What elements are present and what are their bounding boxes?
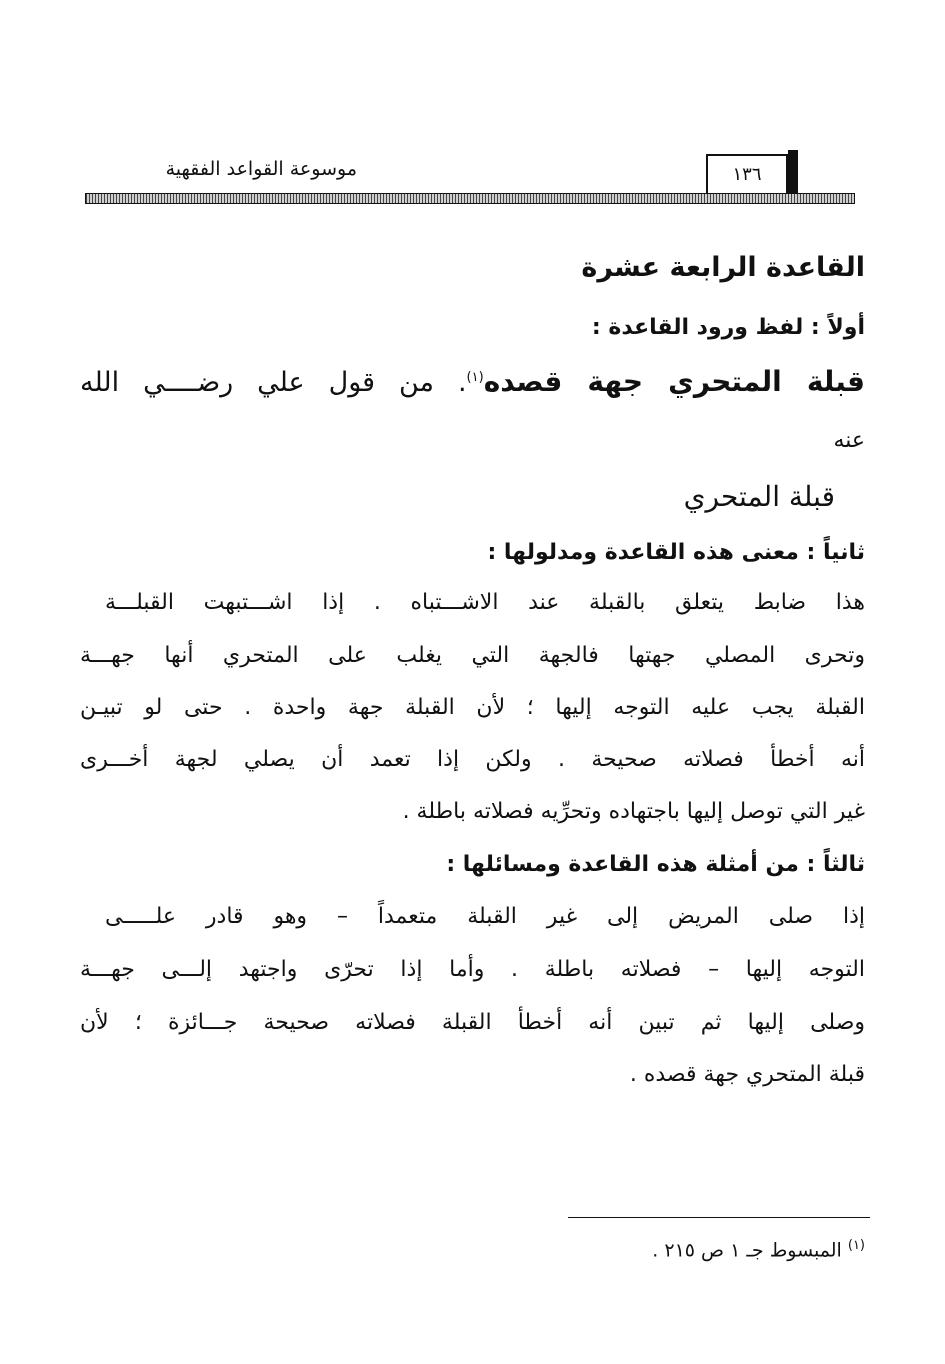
- footnote-ref-marker: (١): [466, 370, 484, 385]
- header-rule: [85, 193, 855, 204]
- section-1-label: أولاً : لفظ ورود القاعدة :: [591, 315, 865, 340]
- section-2-label: ثانياً : معنى هذه القاعدة ومدلولها :: [487, 540, 865, 565]
- rule-source-part-2: عنه: [833, 428, 865, 453]
- running-header-title: موسوعة القواعد الفقهية: [165, 158, 357, 180]
- paragraph-2-line-4: قبلة المتحري جهة قصده .: [629, 1062, 865, 1087]
- paragraph-1-line-2: وتحرى المصلي جهتها فالجهة التي يغلب على المتحري أنها جهـــة: [80, 643, 865, 668]
- paragraph-1-line-1: هذا ضابط يتعلق بالقبلة عند الاشـــتباه . إذا اشـــتبهت القبلـــة: [105, 590, 865, 615]
- footnote: [445, 1238, 865, 1261]
- paragraph-1-line-3: القبلة يجب عليه التوجه إليها ؛ لأن القبلة جهة واحدة . حتى لو تبيـن: [80, 695, 865, 720]
- footnote-marker: (١): [847, 1238, 865, 1253]
- paragraph-2-line-1: إذا صلى المريض إلى غير القبلة متعمداً – وهو قادر علـــــى: [105, 904, 865, 929]
- paragraph-1-line-4: أنه أخطأ فصلاته صحيحة . ولكن إذا تعمد أن يصلي لجهة أخـــرى: [80, 747, 865, 772]
- section-3-label: ثالثاً : من أمثلة هذه القاعدة ومسائلها :: [446, 852, 865, 877]
- footnote-separator: [568, 1217, 870, 1218]
- rule-text-line: [80, 365, 865, 398]
- footnote-text: المبسوط جـ ١ ص ٢١٥ .: [652, 1239, 842, 1262]
- rule-text: قبلة المتحري جهة قصده: [483, 365, 865, 398]
- paragraph-2-line-3: وصلى إليها ثم تبين أنه أخطأ القبلة فصلاته صحيحة جـــائزة ؛ لأن: [80, 1010, 865, 1035]
- page-number: ١٣٦: [706, 154, 788, 194]
- paragraph-2-line-2: التوجه إليها – فصلاته باطلة . وأما إذا تحرّى واجتهد إلـــى جهـــة: [80, 957, 865, 982]
- rule-short-form: قبلة المتحري: [683, 480, 835, 513]
- paragraph-1-line-5: غير التي توصل إليها باجتهاده وتحرِّيه فصلاته باطلة .: [402, 799, 865, 824]
- rule-heading: القاعدة الرابعة عشرة: [581, 252, 865, 283]
- rule-source-part-1: . من قول علي رضــــي الله: [80, 367, 467, 398]
